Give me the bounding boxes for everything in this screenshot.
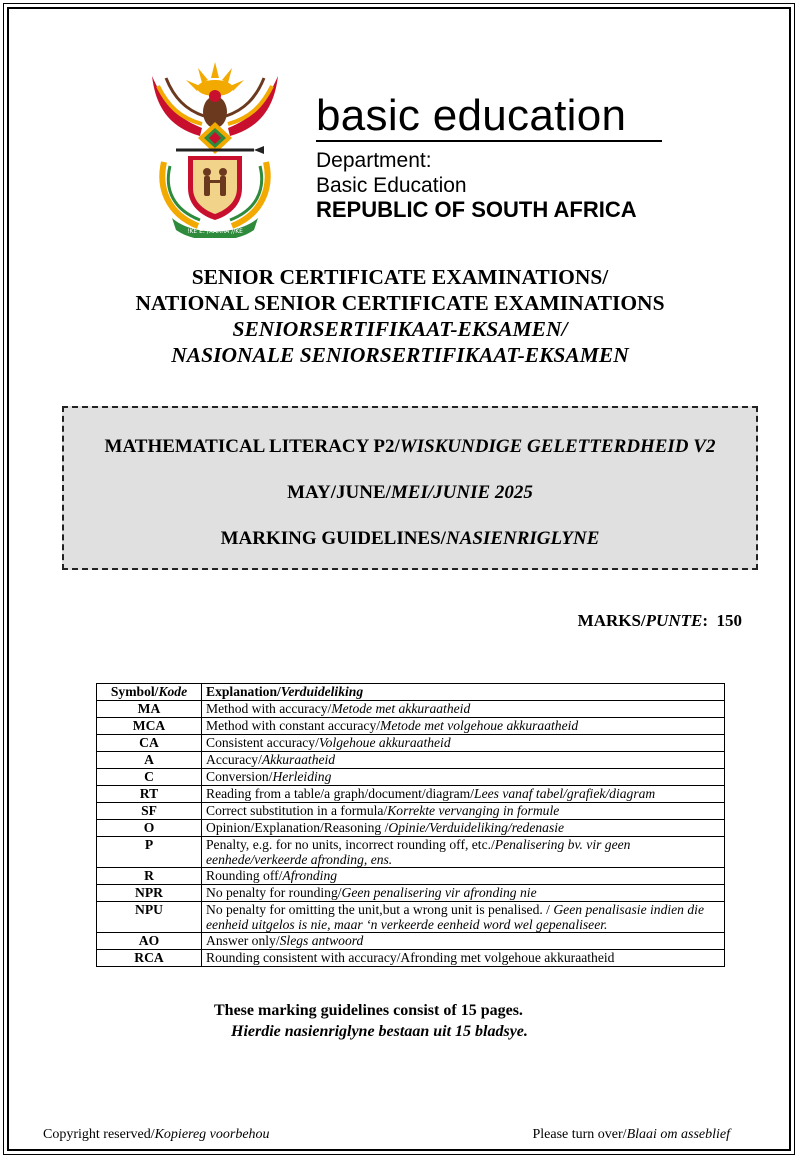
total-marks: MARKS/PUNTE: 150 [577, 611, 742, 630]
table-header-row [97, 684, 725, 701]
table-row [97, 820, 725, 837]
table-row [97, 735, 725, 752]
subject-box [62, 406, 758, 570]
code-symbol: O [97, 820, 202, 837]
code-symbol: MCA [97, 718, 202, 735]
table-row [97, 837, 725, 868]
code-symbol: C [97, 769, 202, 786]
code-symbol: RT [97, 786, 202, 803]
code-explanation: Method with constant accuracy/Metode met volgehoue akkuraatheid [202, 718, 725, 735]
code-explanation: Opinion/Explanation/Reasoning /Opinie/Verduideliking/redenasie [202, 820, 725, 837]
department-label: Department: [316, 149, 432, 172]
code-symbol: P [97, 837, 202, 868]
exam-session-af: MEI/JUNIE 2025 [390, 482, 533, 503]
exam-title-line1: SENIOR CERTIFICATE EXAMINATIONS/ [191, 265, 609, 289]
table-row [97, 718, 725, 735]
marks-value: 150 [716, 611, 742, 630]
exam-title-line4: NASIONALE SENIORSERTIFIKAAT-EKSAMEN [171, 343, 629, 367]
code-explanation: Correct substitution in a formula/Korrekte vervanging in formule [202, 803, 725, 820]
table-row [97, 786, 725, 803]
coat-of-arms-icon [142, 58, 288, 238]
page-count-af: Hierdie nasienriglyne bestaan uit 15 bladsye. [231, 1023, 528, 1040]
table-row [97, 803, 725, 820]
table-row [97, 885, 725, 902]
header-explanation: Explanation/Verduideliking [202, 684, 725, 701]
code-symbol: CA [97, 735, 202, 752]
document-type-en: MARKING GUIDELINES/ [220, 528, 446, 549]
exam-title-block [0, 264, 800, 368]
exam-session [64, 482, 756, 504]
code-symbol: AO [97, 933, 202, 950]
code-symbol: SF [97, 803, 202, 820]
code-explanation: Accuracy/Akkuraatheid [202, 752, 725, 769]
table-row [97, 868, 725, 885]
code-symbol: NPU [97, 902, 202, 933]
document-type [64, 528, 756, 550]
crest-motto: !KE E: /XARRA //KE [187, 228, 243, 235]
code-symbol: R [97, 868, 202, 885]
subject-title [64, 436, 756, 458]
table-row [97, 752, 725, 769]
exam-title-line3: SENIORSERTIFIKAAT-EKSAMEN/ [232, 317, 568, 341]
subject-title-af: WISKUNDIGE GELETTERDHEID V2 [399, 436, 716, 457]
code-symbol: MA [97, 701, 202, 718]
marks-label-af: PUNTE [645, 611, 703, 630]
code-explanation: Rounding consistent with accuracy/Afronding met volgehoue akkuraatheid [202, 950, 725, 967]
exam-title-line2: NATIONAL SENIOR CERTIFICATE EXAMINATIONS [135, 291, 665, 315]
table-row [97, 933, 725, 950]
code-symbol: RCA [97, 950, 202, 967]
code-explanation: Method with accuracy/Metode met akkuraatheid [202, 701, 725, 718]
header-symbol: Symbol/Kode [97, 684, 202, 701]
footer-turn-over: Please turn over/Blaai om asseblief [532, 1127, 730, 1142]
country-name: REPUBLIC OF SOUTH AFRICA [316, 197, 637, 222]
brand-divider [316, 140, 662, 142]
code-explanation: No penalty for rounding/Geen penalisering vir afronding nie [202, 885, 725, 902]
table-row [97, 701, 725, 718]
code-symbol: NPR [97, 885, 202, 902]
table-row [97, 902, 725, 933]
exam-session-en: MAY/JUNE/ [287, 482, 391, 503]
document-type-af: NASIENRIGLYNE [445, 528, 600, 549]
marks-label-en: MARKS/ [577, 611, 646, 630]
code-explanation: Penalty, e.g. for no units, incorrect rounding off, etc./Penalisering bv. vir geen eenhede/verkeerde afronding, ens. [202, 837, 725, 868]
code-explanation: Reading from a table/a graph/document/diagram/Lees vanaf tabel/grafiek/diagram [202, 786, 725, 803]
code-explanation: Conversion/Herleiding [202, 769, 725, 786]
department-name: Basic Education [316, 174, 467, 197]
brand-title: basic education [316, 91, 627, 140]
table-row [97, 950, 725, 967]
code-explanation: Rounding off/Afronding [202, 868, 725, 885]
code-explanation: Answer only/Slegs antwoord [202, 933, 725, 950]
page-count-en: These marking guidelines consist of 15 pages. [214, 1002, 523, 1019]
code-symbol: A [97, 752, 202, 769]
code-explanation: Consistent accuracy/Volgehoue akkuraatheid [202, 735, 725, 752]
code-explanation: No penalty for omitting the unit,but a wrong unit is penalised. / Geen penalisasie indien die eenheid uitgelos is nie, maar ‘n verkeerde eenheid word wel gepenaliseer. [202, 902, 725, 933]
marking-codes-table [96, 683, 725, 967]
footer-copyright: Copyright reserved/Kopiereg voorbehou [43, 1127, 270, 1142]
table-row [97, 769, 725, 786]
subject-title-en: MATHEMATICAL LITERACY P2/ [104, 436, 400, 457]
